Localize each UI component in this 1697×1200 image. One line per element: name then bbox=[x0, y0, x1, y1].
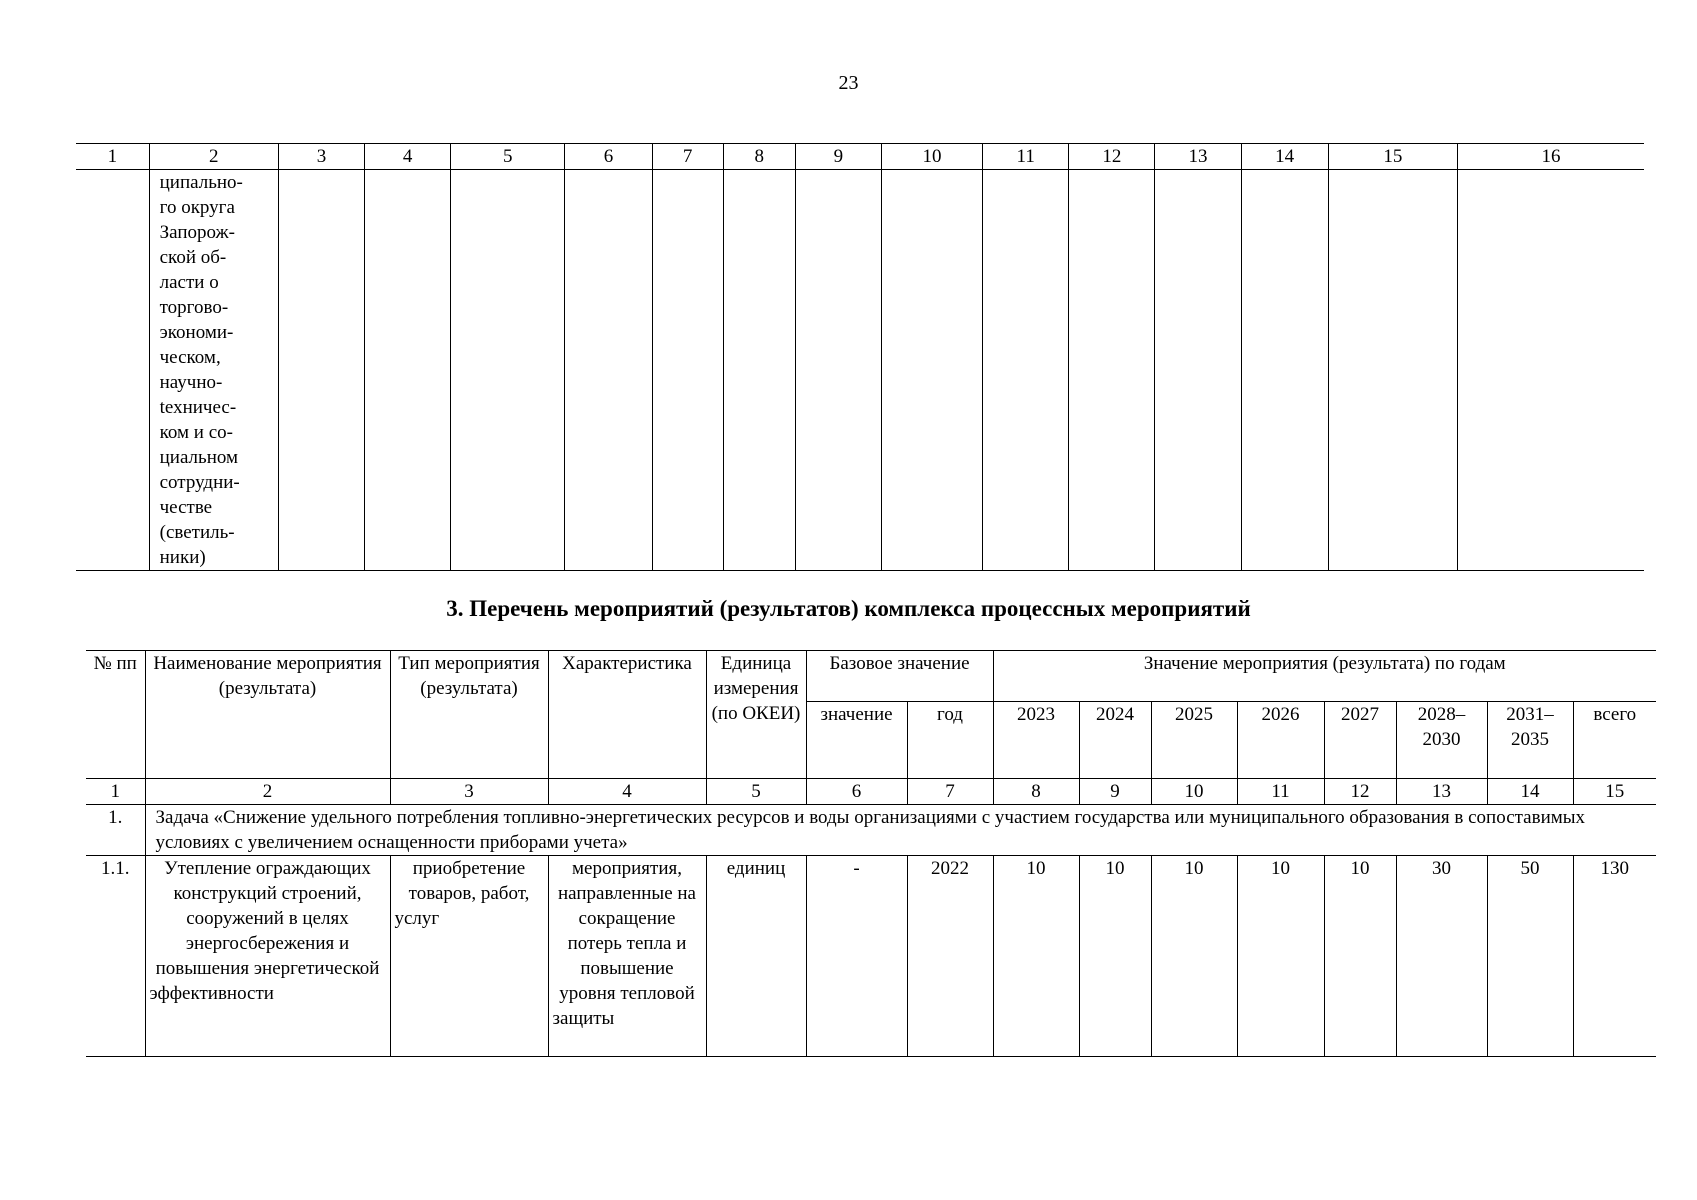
table-cell bbox=[795, 170, 881, 571]
row-name: Утепление ограждающих конструкций строений, сооружений в целях энергосбережения и повышения энергетической эффективности bbox=[145, 856, 390, 1057]
column-number: 7 bbox=[652, 144, 723, 170]
row-value: 10 bbox=[1151, 856, 1237, 1057]
task-row bbox=[86, 805, 1656, 856]
measures-table bbox=[86, 650, 1656, 1057]
header-year: 2024 bbox=[1079, 702, 1151, 779]
header-total: всего bbox=[1573, 702, 1656, 779]
row-base-value: - bbox=[806, 856, 907, 1057]
row-value: 50 bbox=[1487, 856, 1573, 1057]
column-number: 14 bbox=[1241, 144, 1328, 170]
column-number: 12 bbox=[1324, 779, 1396, 805]
header-year: 2027 bbox=[1324, 702, 1396, 779]
column-number: 15 bbox=[1328, 144, 1457, 170]
row-base-year: 2022 bbox=[907, 856, 993, 1057]
task-num: 1. bbox=[86, 805, 145, 856]
column-number: 13 bbox=[1155, 144, 1241, 170]
header-base: Базовое значение bbox=[806, 651, 993, 702]
page-number: 23 bbox=[838, 72, 859, 94]
header-row bbox=[86, 651, 1656, 702]
header-base-year: год bbox=[907, 702, 993, 779]
table-cell bbox=[565, 170, 652, 571]
table-row bbox=[86, 856, 1656, 1057]
row-characteristic: мероприятия, направленные на сокращение потерь тепла и повышение уровня тепловой защиты bbox=[548, 856, 706, 1057]
header-year: 2023 bbox=[993, 702, 1079, 779]
column-number: 3 bbox=[390, 779, 548, 805]
row-value: 10 bbox=[1324, 856, 1396, 1057]
task-text: Задача «Снижение удельного потребления топливно-энергетических ресурсов и воды организациями с участием государства или муниципального образования в сопоставимых условиях с увеличением оснащенности приборами учета» bbox=[145, 805, 1656, 856]
table-cell bbox=[881, 170, 982, 571]
row-value: 10 bbox=[1079, 856, 1151, 1057]
header-num: № пп bbox=[86, 651, 145, 779]
header-year: 2026 bbox=[1237, 702, 1324, 779]
column-number: 9 bbox=[795, 144, 881, 170]
header-values-by-year: Значение мероприятия (результата) по годам bbox=[993, 651, 1656, 702]
column-number: 16 bbox=[1457, 144, 1644, 170]
section-title: 3. Перечень мероприятий (результатов) комплекса процессных мероприятий bbox=[446, 596, 1251, 621]
row-value: 30 bbox=[1396, 856, 1487, 1057]
table-cell bbox=[1241, 170, 1328, 571]
table-cell bbox=[1457, 170, 1644, 571]
row-num: 1.1. bbox=[86, 856, 145, 1057]
column-number: 4 bbox=[548, 779, 706, 805]
column-number: 1 bbox=[76, 144, 149, 170]
column-number: 2 bbox=[145, 779, 390, 805]
column-number: 6 bbox=[565, 144, 652, 170]
row-value: 10 bbox=[1237, 856, 1324, 1057]
table-cell bbox=[652, 170, 723, 571]
column-number: 14 bbox=[1487, 779, 1573, 805]
row-value: 10 bbox=[993, 856, 1079, 1057]
row-unit: единиц bbox=[706, 856, 806, 1057]
column-number: 6 bbox=[806, 779, 907, 805]
column-number: 15 bbox=[1573, 779, 1656, 805]
table-cell bbox=[76, 170, 149, 571]
header-characteristic: Характеристика bbox=[548, 651, 706, 779]
header-year: 2028–2030 bbox=[1396, 702, 1487, 779]
header-type: Тип мероприятия (результата) bbox=[390, 651, 548, 779]
column-number-row bbox=[86, 779, 1656, 805]
column-number: 12 bbox=[1069, 144, 1155, 170]
column-number-row bbox=[76, 144, 1644, 170]
column-number: 2 bbox=[149, 144, 278, 170]
column-number: 11 bbox=[983, 144, 1069, 170]
column-number: 11 bbox=[1237, 779, 1324, 805]
continuation-table bbox=[76, 143, 1644, 571]
table-cell bbox=[278, 170, 364, 571]
column-number: 10 bbox=[881, 144, 982, 170]
table-cell bbox=[723, 170, 795, 571]
column-number: 13 bbox=[1396, 779, 1487, 805]
column-number: 5 bbox=[451, 144, 565, 170]
table-row bbox=[76, 170, 1644, 571]
column-number: 7 bbox=[907, 779, 993, 805]
continued-text-cell: ципально- го округа Запорож- ской об- ласти о торгово- экономи- ческом, научно- tехничес- ком и со- циальном сотрудни- честве (светиль- ники) bbox=[149, 170, 278, 571]
header-base-value: значение bbox=[806, 702, 907, 779]
header-year: 2031–2035 bbox=[1487, 702, 1573, 779]
table-cell bbox=[1328, 170, 1457, 571]
column-number: 8 bbox=[993, 779, 1079, 805]
column-number: 3 bbox=[278, 144, 364, 170]
header-name: Наименование мероприятия (результата) bbox=[145, 651, 390, 779]
column-number: 4 bbox=[365, 144, 451, 170]
table-cell bbox=[451, 170, 565, 571]
header-year: 2025 bbox=[1151, 702, 1237, 779]
column-number: 1 bbox=[86, 779, 145, 805]
table-cell bbox=[1069, 170, 1155, 571]
table-cell bbox=[1155, 170, 1241, 571]
column-number: 8 bbox=[723, 144, 795, 170]
column-number: 5 bbox=[706, 779, 806, 805]
column-number: 10 bbox=[1151, 779, 1237, 805]
row-total: 130 bbox=[1573, 856, 1656, 1057]
header-unit: Единица измерения (по ОКЕИ) bbox=[706, 651, 806, 779]
table-cell bbox=[365, 170, 451, 571]
column-number: 9 bbox=[1079, 779, 1151, 805]
row-type: приобретение товаров, работ, услуг bbox=[390, 856, 548, 1057]
table-cell bbox=[983, 170, 1069, 571]
